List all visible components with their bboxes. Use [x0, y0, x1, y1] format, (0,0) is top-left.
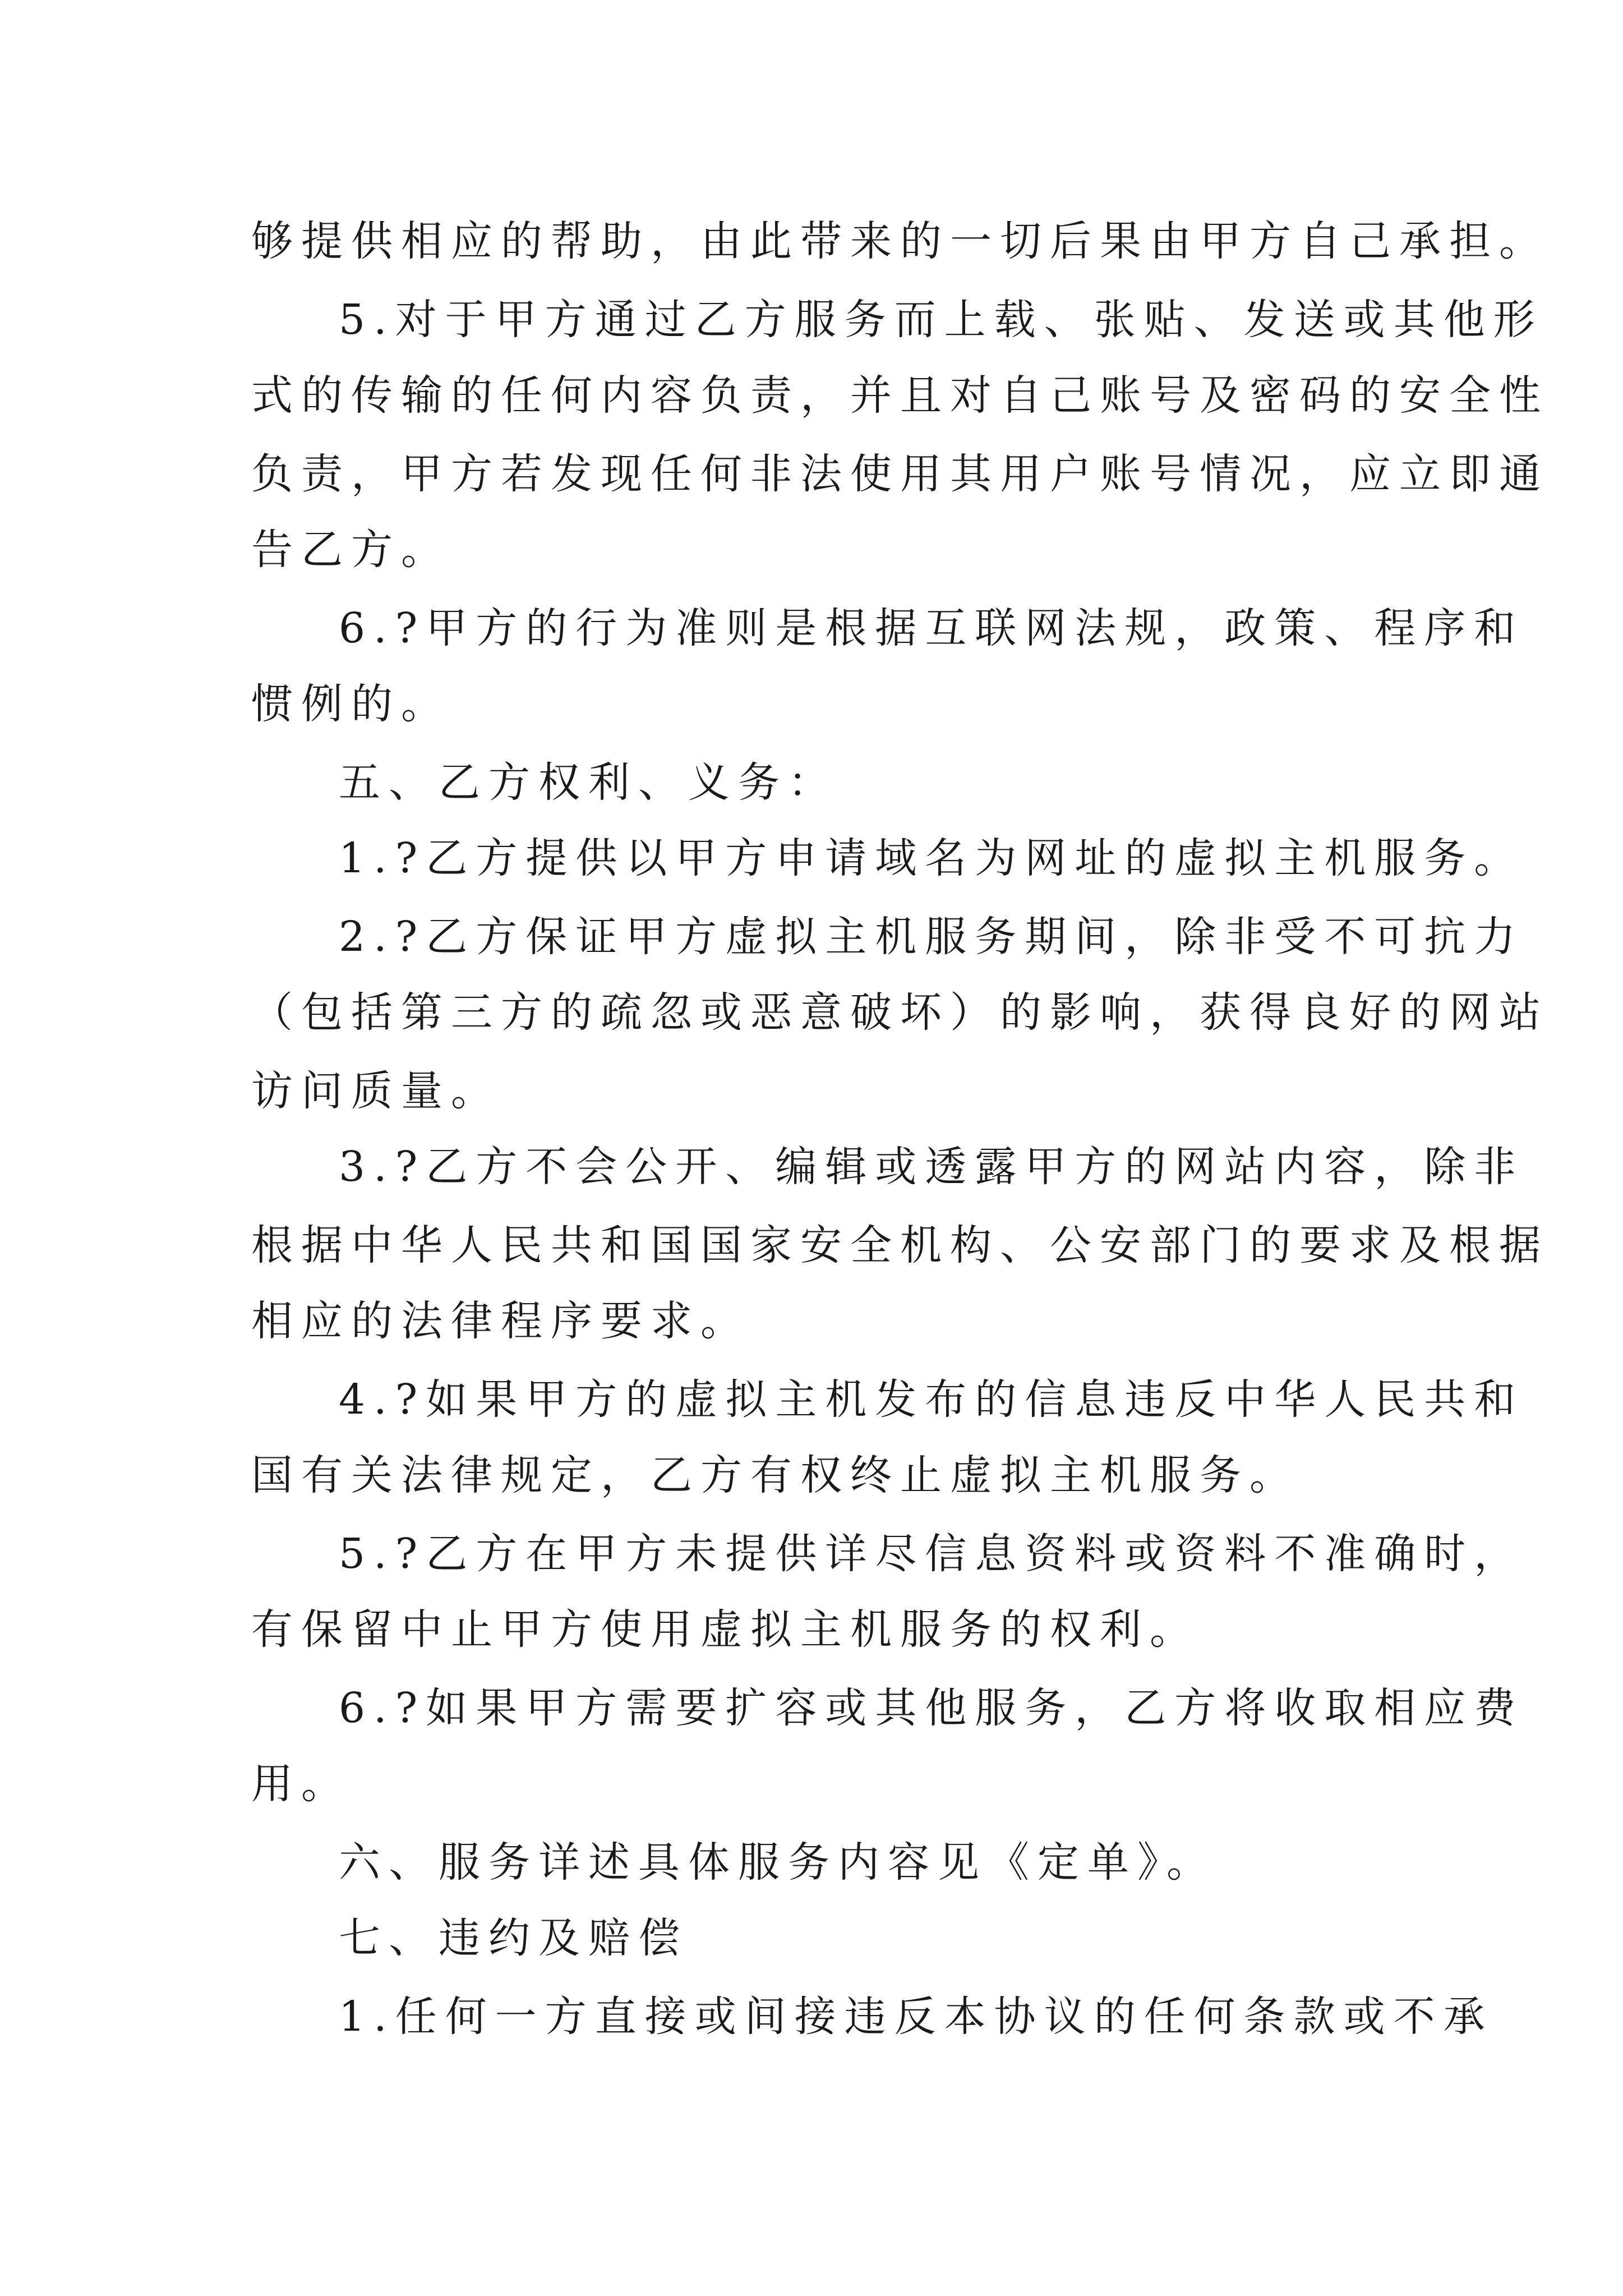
- text-line: 够提供相应的帮助，由此带来的一切后果由甲方自己承担。: [251, 217, 1549, 265]
- section-heading: 六、服务详述具体服务内容见《定单》。: [339, 1838, 1216, 1887]
- text-line: 相应的法律程序要求。: [251, 1297, 750, 1345]
- text-line: 6.?如果甲方需要扩容或其他服务，乙方将收取相应费: [339, 1684, 1524, 1732]
- text-line: 访问质量。: [251, 1067, 501, 1115]
- text-line: 5.对于甲方通过乙方服务而上载、张贴、发送或其他形: [339, 296, 1543, 344]
- text-line: 4.?如果甲方的虚拟主机发布的信息违反中华人民共和: [339, 1375, 1524, 1424]
- text-line: 6.?甲方的行为准则是根据互联网法规，政策、程序和: [339, 604, 1524, 652]
- text-line: 惯例的。: [251, 680, 451, 728]
- text-line: （包括第三方的疏忽或恶意破坏）的影响，获得良好的网站: [251, 988, 1549, 1037]
- section-heading: 七、违约及赔偿: [339, 1914, 688, 1962]
- text-line: 式的传输的任何内容负责，并且对自己账号及密码的安全性: [251, 371, 1549, 420]
- text-line: 用。: [251, 1760, 351, 1808]
- text-line: 告乙方。: [251, 526, 451, 574]
- section-heading: 五、乙方权利、义务：: [339, 758, 838, 807]
- text-line: 国有关法律规定，乙方有权终止虚拟主机服务。: [251, 1451, 1299, 1499]
- text-line: 3.?乙方不会公开、编辑或透露甲方的网站内容，除非: [339, 1143, 1524, 1191]
- text-line: 有保留中止甲方使用虚拟主机服务的权利。: [251, 1605, 1200, 1654]
- text-line: 1.任何一方直接或间接违反本协议的任何条款或不承: [339, 1993, 1493, 2041]
- text-line: 负责，甲方若发现任何非法使用其用户账号情况，应立即通: [251, 450, 1549, 498]
- text-line: 2.?乙方保证甲方虚拟主机服务期间，除非受不可抗力: [339, 913, 1524, 961]
- text-line: 5.?乙方在甲方未提供详尽信息资料或资料不准确时，: [339, 1530, 1524, 1578]
- text-line: 1.?乙方提供以甲方申请域名为网址的虚拟主机服务。: [339, 834, 1524, 882]
- text-line: 根据中华人民共和国国家安全机构、公安部门的要求及根据: [251, 1221, 1549, 1269]
